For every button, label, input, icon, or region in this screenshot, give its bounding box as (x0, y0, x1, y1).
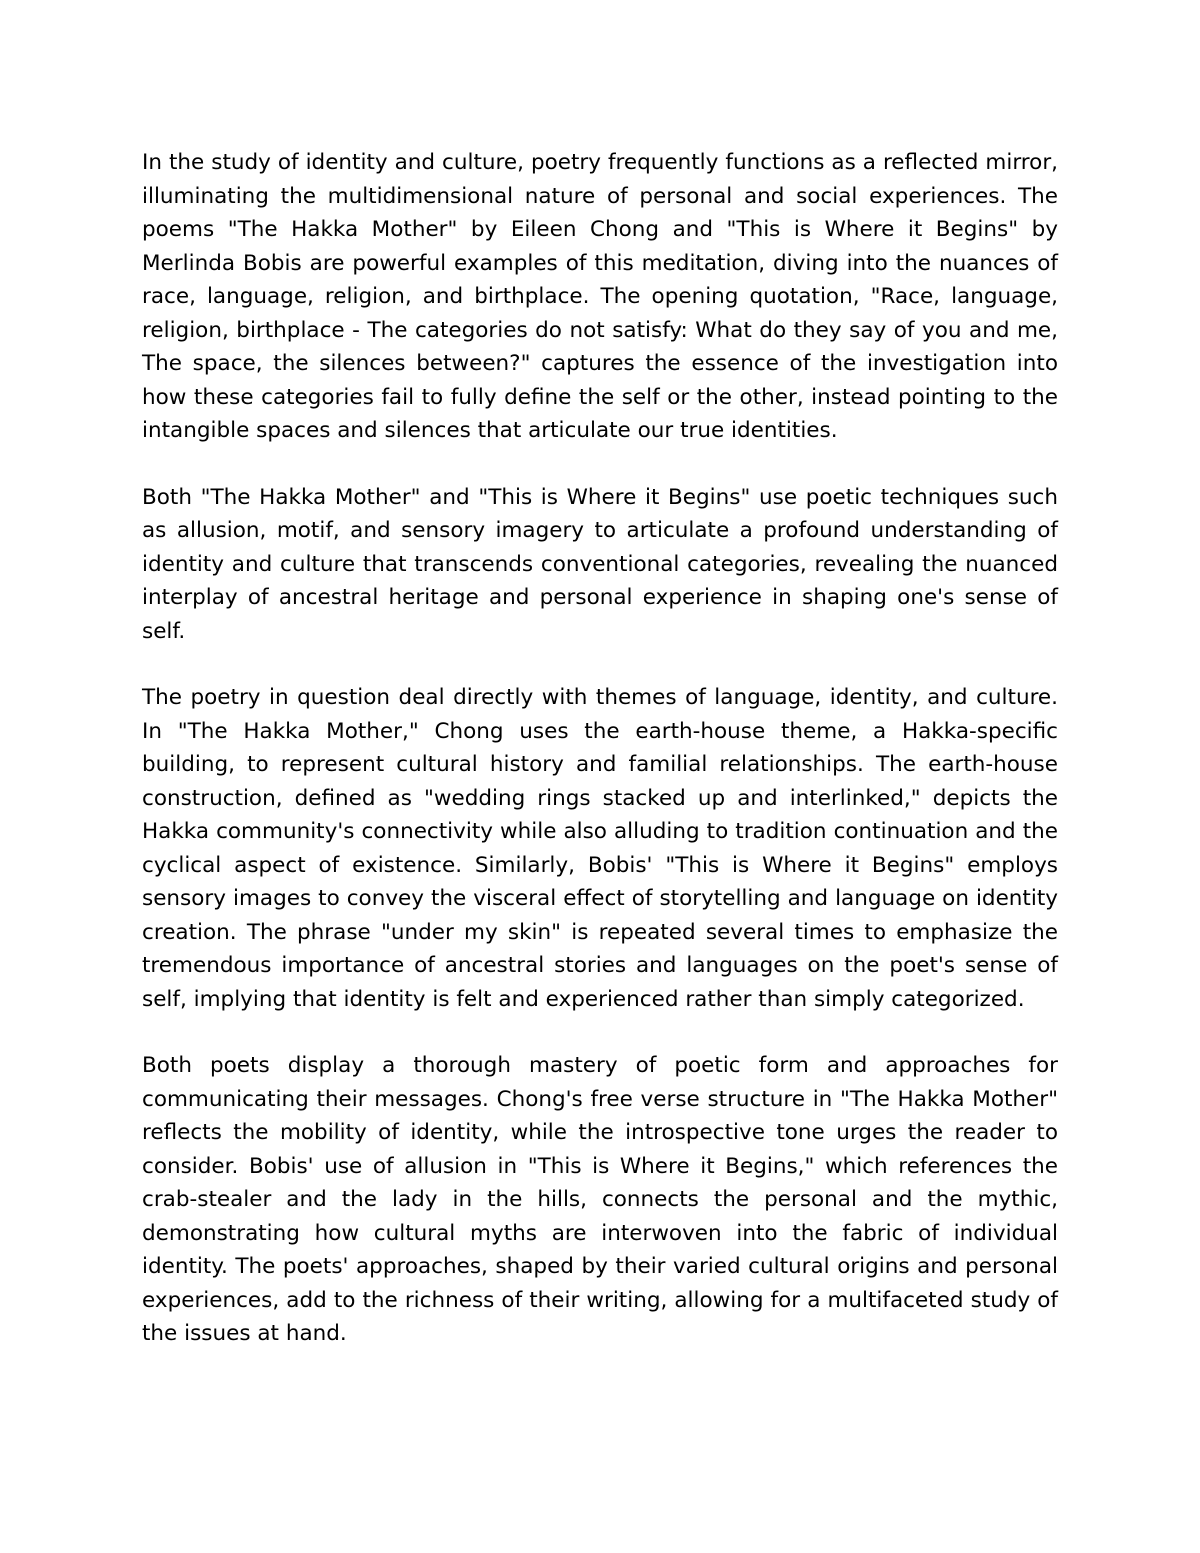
paragraph-3: The poetry in question deal directly with themes of language, identity, and culture. In "The Hakka Mother," Chong uses the earth-house theme, a Hakka-specific building, to represent cultural history and familial relationships. The earth-house construction, defined as "wedding rings stacked up and interlinked," depicts the Hakka community's connectivity while also alluding to tradition continuation and the cyclical aspect of existence. Similarly, Bobis' "This is Where it Begins" employs sensory images to convey the visceral effect of storytelling and language on identity creation. The phrase "under my skin" is repeated several times to emphasize the tremendous importance of ancestral stories and languages on the poet's sense of self, implying that identity is felt and experienced rather than simply categorized. (142, 685, 1058, 1012)
paragraph-4: Both poets display a thorough mastery of poetic form and approaches for communicating their messages. Chong's free verse structure in "The Hakka Mother" reflects the mobility of identity, while the introspective tone urges the reader to consider. Bobis' use of allusion in "This is Where it Begins," which references the crab-stealer and the lady in the hills, connects the personal and the mythic, demonstrating how cultural myths are interwoven into the fabric of individual identity. The poets' approaches, shaped by their varied cultural origins and personal experiences, add to the richness of their writing, allowing for a multifaceted study of the issues at hand. (142, 1053, 1058, 1346)
paragraph-2: Both "The Hakka Mother" and "This is Where it Begins" use poetic techniques such as allusion, motif, and sensory imagery to articulate a profound understanding of identity and culture that transcends conventional categories, revealing the nuanced interplay of ancestral heritage and personal experience in shaping one's sense of self. (142, 484, 1058, 644)
paragraph-1: In the study of identity and culture, poetry frequently functions as a reflected mirror, illuminating the multidimensional nature of personal and social experiences. The poems "The Hakka Mother" by Eileen Chong and "This is Where it Begins" by Merlinda Bobis are powerful examples of this meditation, diving into the nuances of race, language, religion, and birthplace. The opening quotation, "Race, language, religion, birthplace - The categories do not satisfy: What do they say of you and me, The space, the silences between?" captures the essence of the investigation into how these categories fail to fully define the self or the other, instead pointing to the intangible spaces and silences that articulate our true identities. (142, 150, 1058, 443)
document-page (142, 146, 1058, 1384)
